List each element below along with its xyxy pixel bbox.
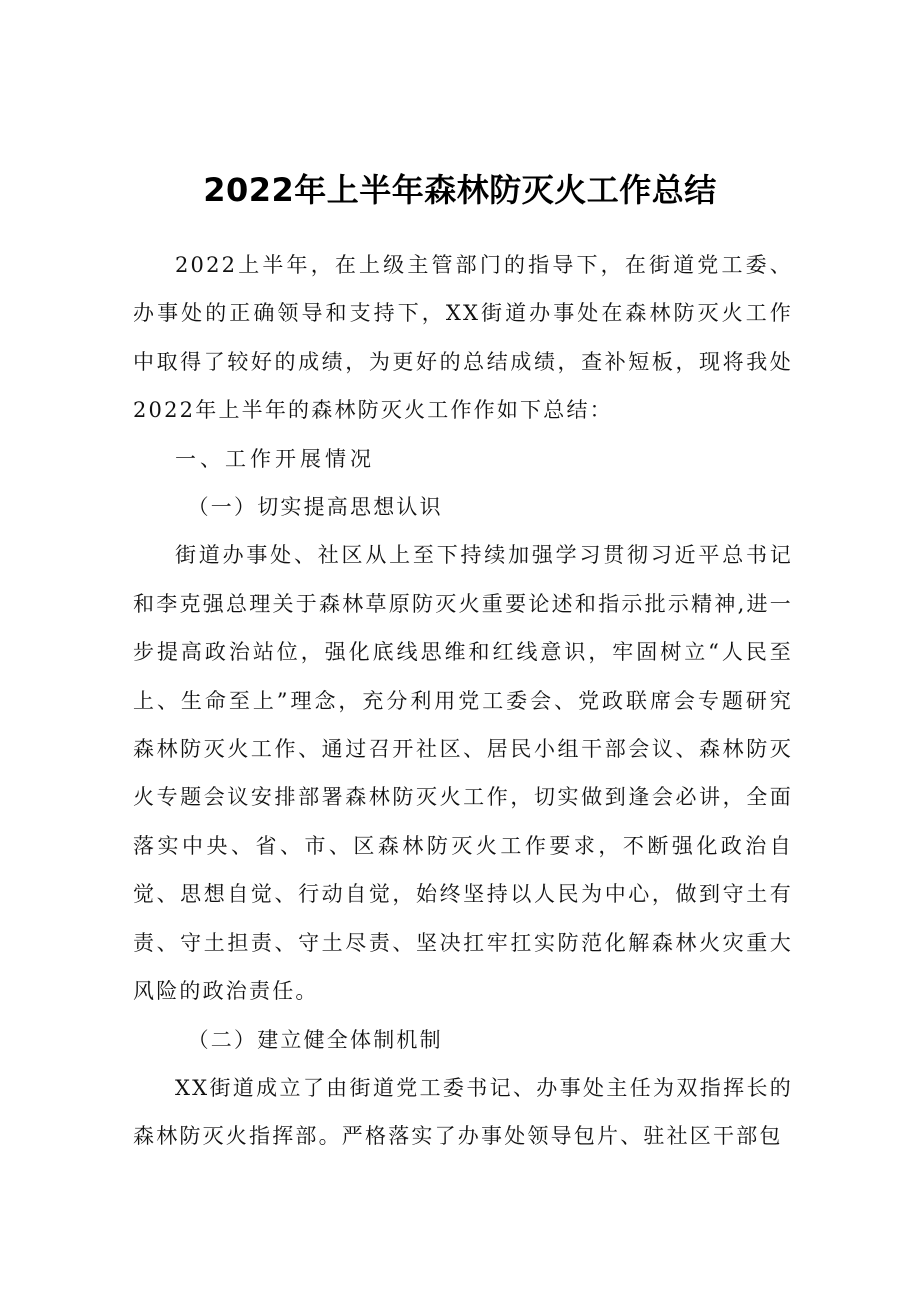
subsection-heading-mechanism: （二）建立健全体制机制 [187,1027,443,1052]
document-body [133,241,793,1161]
subsection-heading-awareness: （一）切实提高思想认识 [187,495,443,520]
subsection-paragraph-mechanism: XX街道成立了由街道党工委书记、办事处主任为双指挥长的森林防灭火指挥部。严格落实了办事处领导包片、驻社区干部包 [133,1075,793,1149]
document-title: 2022年上半年森林防灭火工作总结 [203,171,717,209]
subsection-paragraph-awareness: 街道办事处、社区从上至下持续加强学习贯彻习近平总书记和李克强总理关于森林草原防灭火重要论述和指示批示精神,进一步提高政治站位，强化底线思维和红线意识，牢固树立“人民至上、生命至上”理念，充分利用党工委会、党政联席会专题研究森林防灭火工作、通过召开社区、居民小组干部会议、森林防灭火专题会议安排部署森林防灭火工作，切实做到逢会必讲，全面落实中央、省、市、区森林防灭火工作要求，不断强化政治自觉、思想自觉、行动自觉，始终坚持以人民为中心，做到守土有责、守土担责、守土尽责、坚决扛牢扛实防范化解森林火灾重大风险的政治责任。 [133,543,793,1004]
section-heading-work-status: 一、工作开展情况 [175,446,375,471]
intro-paragraph: 2022上半年，在上级主管部门的指导下，在街道党工委、办事处的正确领导和支持下，XX街道办事处在森林防灭火工作中取得了较好的成绩，为更好的总结成绩，查补短板，现将我处2022年上半年的森林防灭火工作作如下总结： [133,253,793,423]
